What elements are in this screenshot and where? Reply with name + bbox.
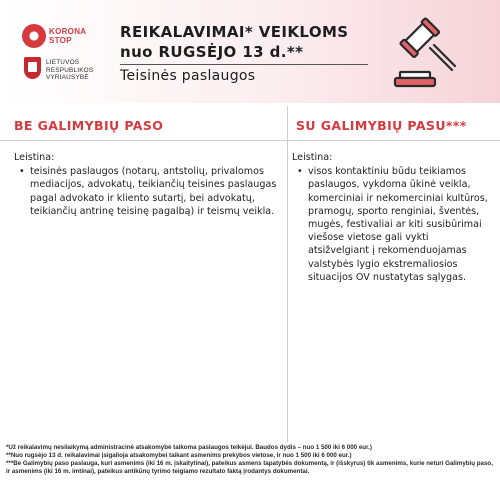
list-item: • visos kontaktiniu būdu teikiamos paslaugos, vykdoma ūkinė veikla, komerciniai ir nekomerciniai kultūros, pramogų, sporto renginiai, šventės, mugės, festivaliai ar kiti susibūrimai viešose vietose gali vykti atsižvelgiant į rekomenduojamas valstybės lygio ekstremaliosios situacijos OV nustatytas sąlygas. [297,166,488,283]
korona-stop-wordmark: KORONA STOP [49,27,87,45]
gavel-icon [390,14,470,94]
bullet-icon: • [19,166,25,178]
list-item: • teisinės paslaugos (notarų, antstolių, privalomos mediacijos, advokatų, teikiančių teisines paslaugas pagal advokato ir kliento sutartį, bei advokatų, teikiančių antrinę teisinę pagalbą) ir teismų veikla. [19,166,277,217]
lrv-wordmark: LIETUVOS RESPUBLIKOS VYRIAUSYBĖ [46,59,94,81]
column-with-pass [292,151,488,284]
bullet-icon: • [297,166,303,178]
footnotes [6,444,494,476]
column-divider [287,106,288,442]
allowed-label: Leistina: [14,152,55,163]
heading-divider [0,140,500,141]
korona-stop-logo [22,23,102,51]
allowed-list [292,165,488,284]
virus-icon [22,24,46,48]
page-title [120,22,349,62]
title-divider [120,64,368,65]
coat-of-arms-icon [24,57,41,79]
column-without-pass [14,151,280,218]
allowed-label: Leistina: [292,152,333,163]
header-banner [0,0,500,103]
column-heading-with-pass: SU GALIMYBIŲ PASU*** [296,118,467,133]
footnote-2: **Nuo rugsėjo 13 d. reikalavimai įsigalioja atsakomybei taikant asmenims prekybos vietose, ir nuo 1 500 iki 6 000 eur.) [6,452,352,459]
title-line-2: nuo RUGSĖJO 13 d.** [120,43,304,61]
footnote-1: *Už reikalavimų nesilaikymą administracinė atsakomybė taikoma paslaugos teikėjui. Baudos dydis – nuo 1 500 iki 6 000 eur.) [6,444,372,451]
lrv-logo [22,57,112,87]
page-subtitle: Teisinės paslaugos [120,68,256,84]
allowed-list [14,165,280,218]
title-line-1: REIKALAVIMAI* VEIKLOMS [120,23,349,41]
footnote-3: ***Be Galimybių paso paslauga, kuri asmenims (iki 16 m. įskaitytinai), pateikus asmens tapatybės dokumentą, ir (išskyrus) tik asmenims, kurie neturi Galimybių paso, ir asmenims (iki 16 m. imtinai), pateikus antikūnų tyrimo teigiamo rezultato faktą įrodantys dokumentai. [6,460,493,475]
column-heading-without-pass: BE GALIMYBIŲ PASO [14,118,164,133]
